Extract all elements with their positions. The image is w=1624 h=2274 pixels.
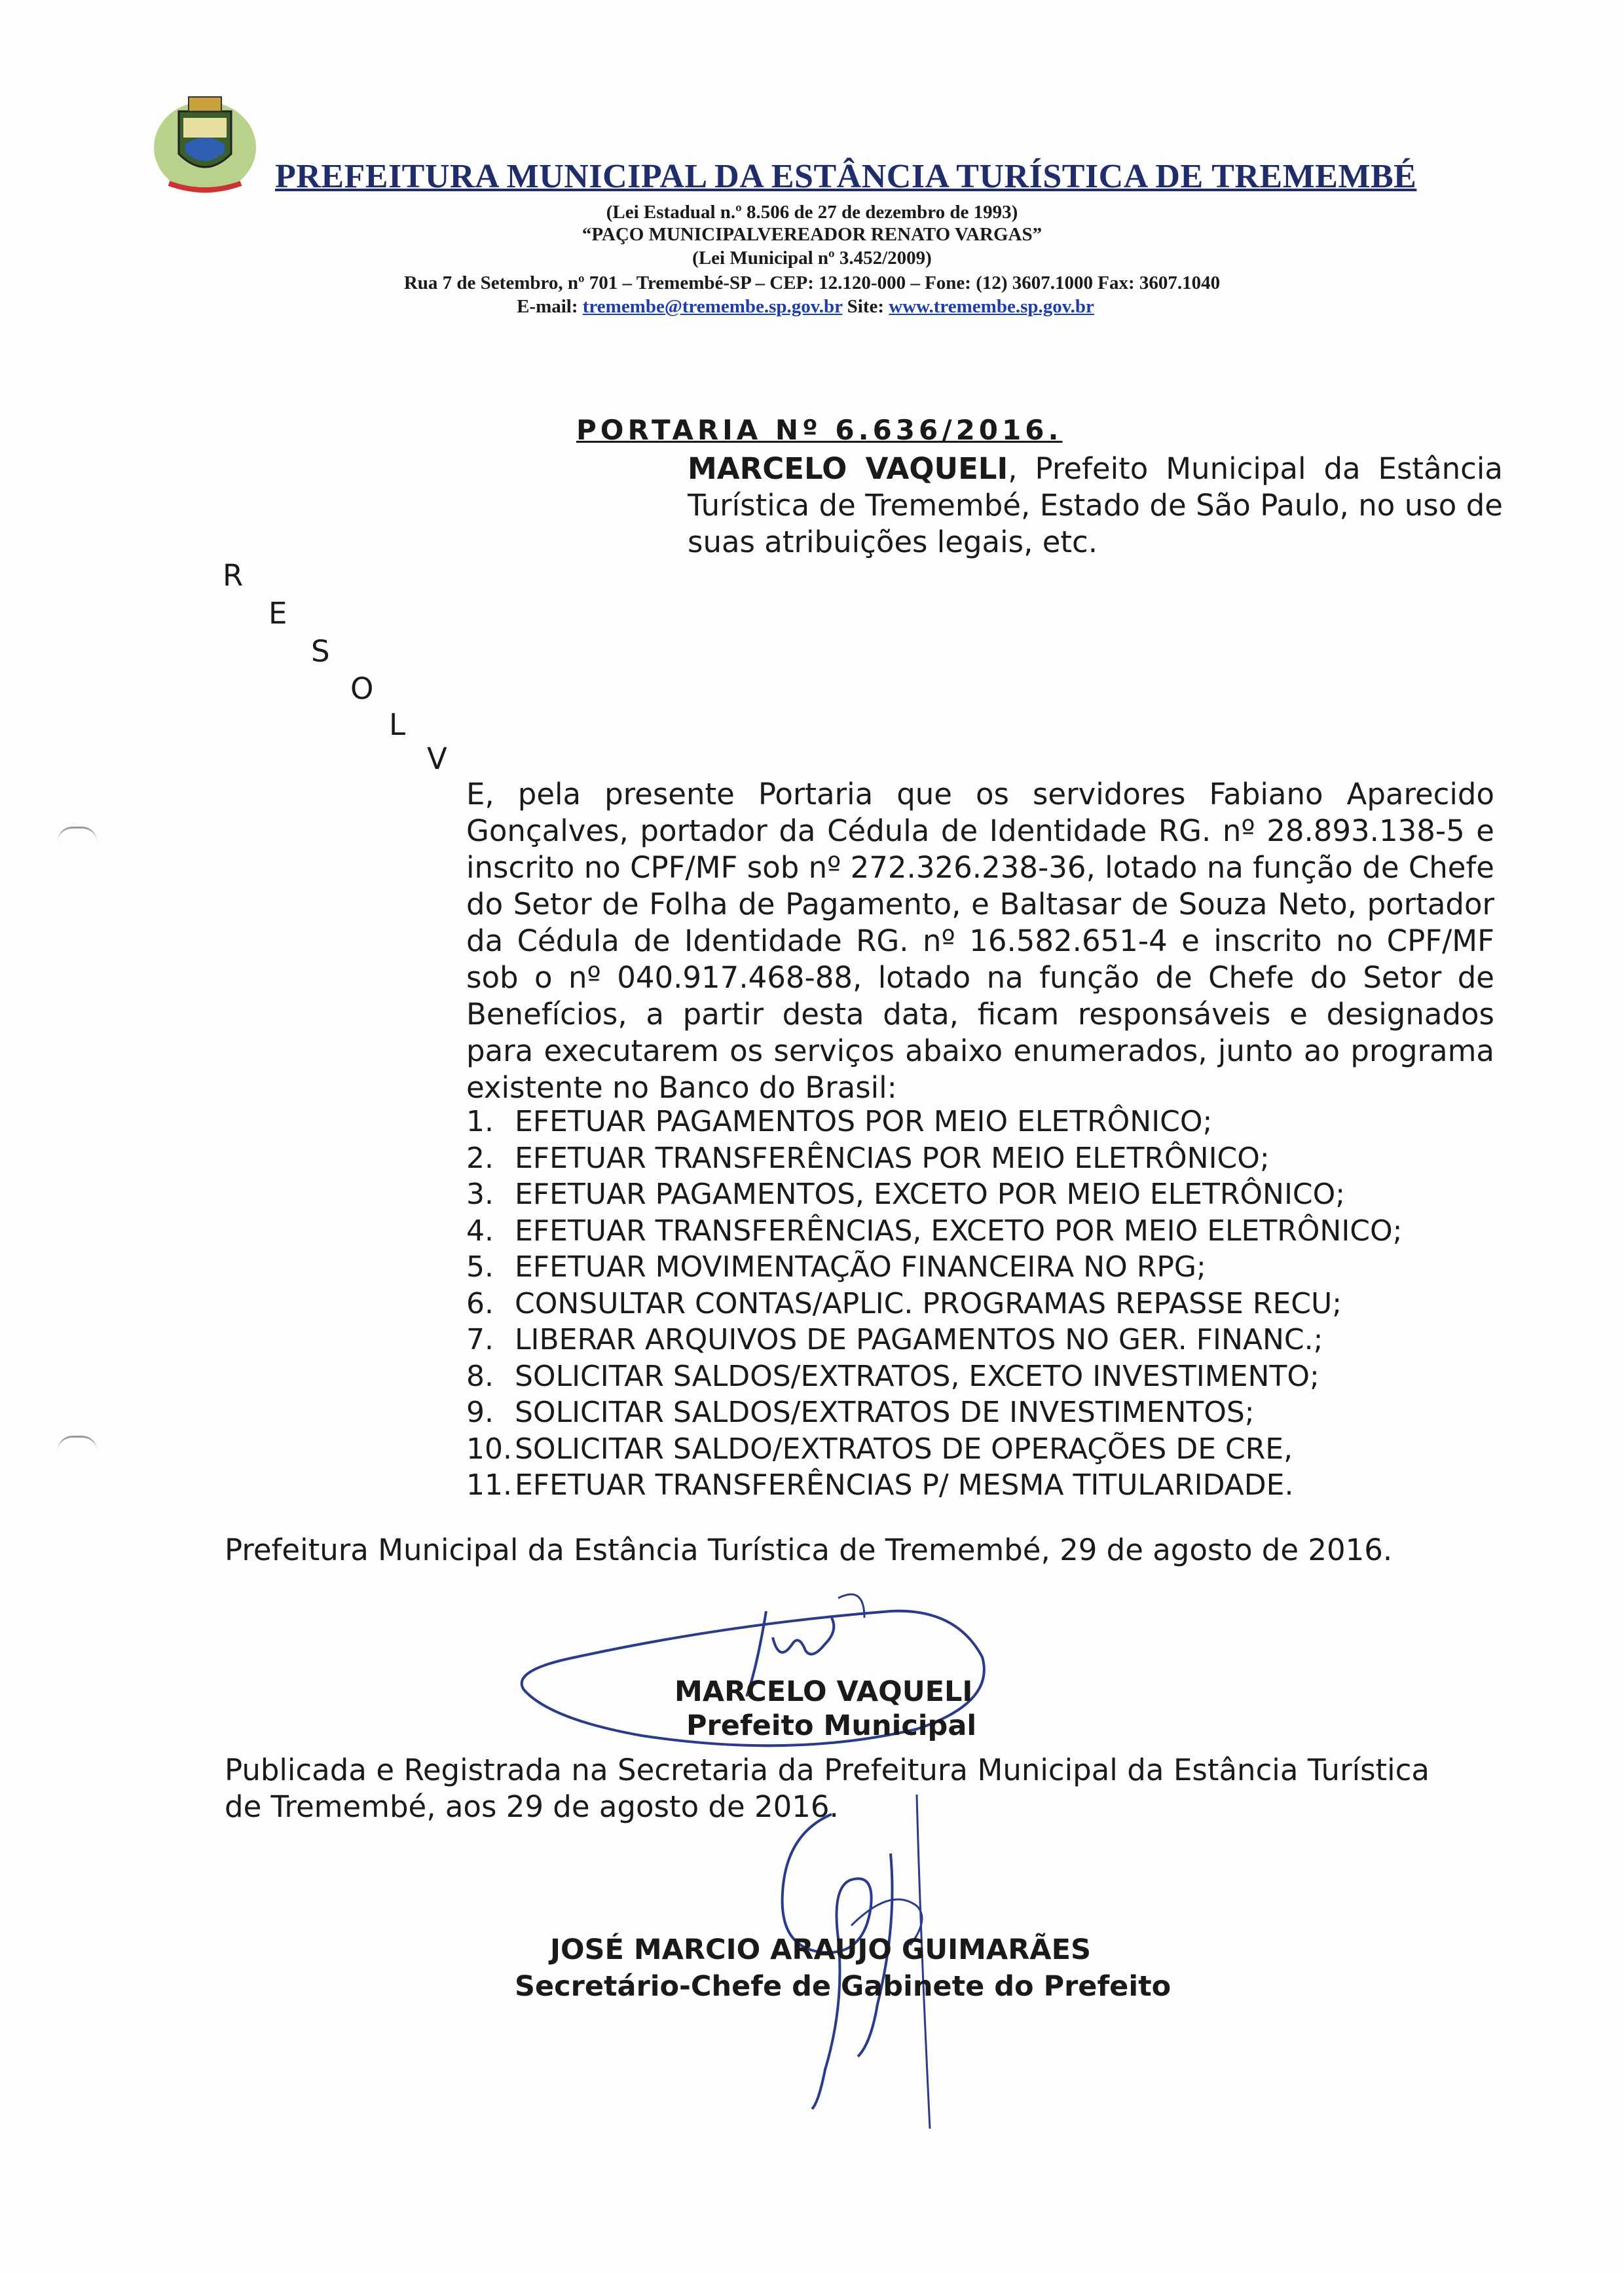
signer2-name: JOSÉ MARCIO ARAUJO GUIMARÃES	[550, 1933, 1091, 1966]
email-label: E-mail:	[517, 296, 578, 317]
signer2-title: Secretário-Chefe de Gabinete do Prefeito	[515, 1970, 1172, 2003]
site-label: Site:	[847, 296, 885, 317]
item-number: 1.	[466, 1105, 494, 1138]
list-item	[466, 1213, 1514, 1250]
item-text: EFETUAR PAGAMENTOS, EXCETO POR MEIO ELETRÔNICO;	[515, 1178, 1346, 1211]
resolve-letter: E	[268, 596, 287, 631]
item-number: 5.	[466, 1250, 494, 1284]
intro-text: , Prefeito Municipal da Estância Turística de Tremembé, Estado de São Paulo, no uso de suas atribuições legais, etc.	[688, 451, 1503, 559]
item-number: 8.	[466, 1359, 494, 1393]
list-item	[466, 1104, 1514, 1140]
item-number: 4.	[466, 1214, 494, 1248]
email-link[interactable]: tremembe@tremembe.sp.gov.br	[582, 296, 843, 317]
list-item	[466, 1467, 1514, 1504]
item-text: LIBERAR ARQUIVOS DE PAGAMENTOS NO GER. FINANC.;	[515, 1323, 1323, 1356]
list-item	[466, 1176, 1514, 1213]
header-title: PREFEITURA MUNICIPAL DA ESTÂNCIA TURÍSTICA DE TREMEMBÉ	[275, 158, 1417, 195]
punch-hole-mark	[58, 827, 97, 842]
item-text: CONSULTAR CONTAS/APLIC. PROGRAMAS REPASSE RECU;	[515, 1286, 1342, 1320]
list-item	[466, 1286, 1514, 1322]
header-palace: “PAÇO MUNICIPALVEREADOR RENATO VARGAS”	[581, 224, 1043, 245]
item-text: SOLICITAR SALDOS/EXTRATOS, EXCETO INVESTIMENTO;	[515, 1359, 1320, 1393]
main-paragraph: E, pela presente Portaria que os servidores Fabiano Aparecido Gonçalves, portador da Cédula de Identidade RG. nº 28.893.138-5 e inscrito no CPF/MF sob nº 272.326.238-36, lotado na função de Chefe do Setor de Folha de Pagamento, e Baltasar de Souza Neto, portador da Cédula de Identidade RG. nº 16.582.651-4 e inscrito no CPF/MF sob o nº 040.917.468-88, lotado na função de Chefe do Setor de Benefícios, a partir desta data, ficam responsáveis e designados para executarem os serviços abaixo enumerados, junto ao programa existente no Banco do Brasil:	[466, 777, 1494, 1105]
item-number: 9.	[466, 1396, 494, 1429]
signer1-name: MARCELO VAQUELI	[674, 1675, 973, 1708]
list-item	[466, 1249, 1514, 1286]
site-link[interactable]: www.tremembe.sp.gov.br	[889, 296, 1094, 317]
punch-hole-mark	[58, 1436, 97, 1451]
resolve-letter: L	[389, 707, 406, 742]
coat-of-arms-emblem	[149, 92, 261, 196]
item-number: 2.	[466, 1141, 494, 1175]
list-item	[466, 1394, 1514, 1431]
resolve-letter: V	[427, 741, 447, 776]
item-number: 11.	[466, 1468, 512, 1502]
item-number: 6.	[466, 1286, 494, 1320]
item-text: SOLICITAR SALDOS/EXTRATOS DE INVESTIMENTOS;	[515, 1396, 1255, 1429]
published-paragraph: Publicada e Registrada na Secretaria da Prefeitura Municipal da Estância Turística de Tremembé, aos 29 de agosto de 2016.	[225, 1753, 1430, 1824]
list-item	[466, 1358, 1514, 1395]
header-address: Rua 7 de Setembro, nº 701 – Tremembé-SP – CEP: 12.120-000 – Fone: (12) 3607.1000 Fax: 3607.1040	[403, 272, 1221, 293]
item-number: 3.	[466, 1178, 494, 1211]
list-item	[466, 1431, 1514, 1468]
list-item	[466, 1322, 1514, 1358]
header-contacts	[0, 296, 1617, 318]
resolve-letter: R	[223, 558, 244, 593]
item-text: SOLICITAR SALDO/EXTRATOS DE OPERAÇÕES DE CRE,	[515, 1432, 1293, 1466]
signer1-title: Prefeito Municipal	[686, 1709, 977, 1742]
header-law-municipal: (Lei Municipal nº 3.452/2009)	[692, 248, 932, 269]
item-text: EFETUAR MOVIMENTAÇÃO FINANCEIRA NO RPG;	[515, 1250, 1206, 1284]
closing-line: Prefeitura Municipal da Estância Turística de Tremembé, 29 de agosto de 2016.	[225, 1533, 1393, 1567]
resolve-letter: S	[311, 634, 330, 669]
item-number: 7.	[466, 1323, 494, 1356]
portaria-title: PORTARIA Nº 6.636/2016.	[576, 414, 1063, 446]
item-number: 10.	[466, 1432, 512, 1466]
intro-paragraph	[688, 451, 1503, 561]
item-text: EFETUAR TRANSFERÊNCIAS POR MEIO ELETRÔNICO;	[515, 1141, 1270, 1175]
header-law-state: (Lei Estadual n.º 8.506 de 27 de dezembro de 1993)	[606, 202, 1018, 223]
service-list	[466, 1104, 1514, 1504]
mayor-name: MARCELO VAQUELI	[688, 451, 1008, 486]
item-text: EFETUAR TRANSFERÊNCIAS, EXCETO POR MEIO ELETRÔNICO;	[515, 1214, 1403, 1248]
item-text: EFETUAR PAGAMENTOS POR MEIO ELETRÔNICO;	[515, 1105, 1213, 1138]
resolve-letter: O	[350, 671, 374, 706]
list-item	[466, 1140, 1514, 1177]
item-text: EFETUAR TRANSFERÊNCIAS P/ MESMA TITULARIDADE.	[515, 1468, 1294, 1502]
